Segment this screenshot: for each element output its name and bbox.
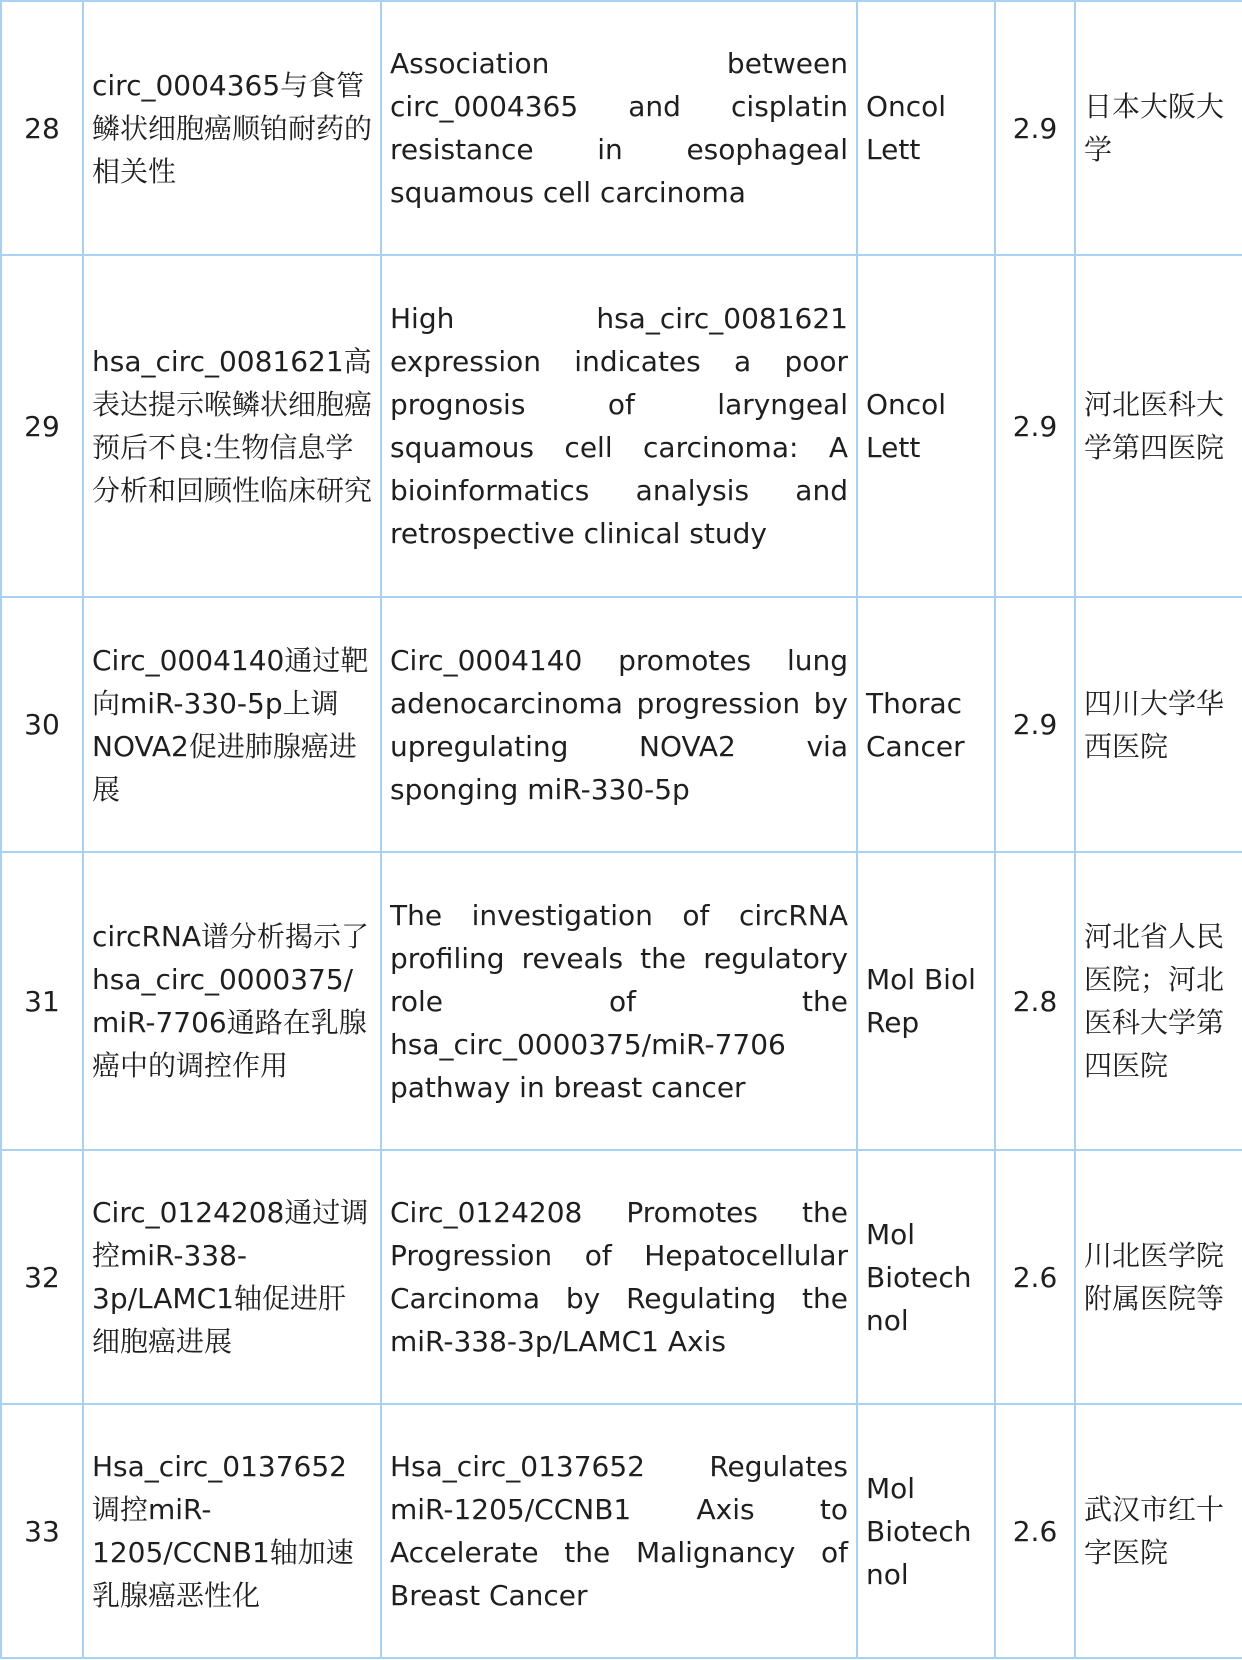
impact-factor-cell: 2.6 [995,1150,1075,1404]
english-title-cell: Circ_0004140 promotes lung adenocarcinoma progression by upregulating NOVA2 via sponging miR-330-5p [381,597,857,852]
journal-cell: Mol Biotechnol [857,1150,995,1404]
table-row [1,1404,1242,1658]
chinese-title-cell: Hsa_circ_0137652调控miR-1205/CCNB1轴加速乳腺癌恶性化 [83,1404,381,1658]
table-row [1,597,1242,852]
impact-factor-cell: 2.6 [995,1404,1075,1658]
journal-cell: Mol Biol Rep [857,852,995,1150]
english-title-cell: Circ_0124208 Promotes the Progression of Hepatocellular Carcinoma by Regulating the miR-338-3p/LAMC1 Axis [381,1150,857,1404]
institution-cell: 武汉市红十字医院 [1075,1404,1242,1658]
row-number-cell: 31 [1,852,83,1150]
row-number-cell: 29 [1,255,83,597]
journal-cell: Thorac Cancer [857,597,995,852]
chinese-title-cell: hsa_circ_0081621高表达提示喉鳞状细胞癌预后不良:生物信息学分析和回顾性临床研究 [83,255,381,597]
table-body [1,1,1242,1658]
chinese-title-cell: circRNA谱分析揭示了hsa_circ_0000375/miR-7706通路在乳腺癌中的调控作用 [83,852,381,1150]
impact-factor-cell: 2.9 [995,255,1075,597]
english-title-cell: Association between circ_0004365 and cisplatin resistance in esophageal squamous cell carcinoma [381,1,857,255]
journal-cell: Oncol Lett [857,255,995,597]
impact-factor-cell: 2.8 [995,852,1075,1150]
institution-cell: 河北省人民医院；河北医科大学第四医院 [1075,852,1242,1150]
chinese-title-cell: circ_0004365与食管鳞状细胞癌顺铂耐药的相关性 [83,1,381,255]
table-row [1,255,1242,597]
institution-cell: 四川大学华西医院 [1075,597,1242,852]
row-number-cell: 32 [1,1150,83,1404]
journal-cell: Oncol Lett [857,1,995,255]
table-row [1,1,1242,255]
row-number-cell: 28 [1,1,83,255]
chinese-title-cell: Circ_0004140通过靶向miR-330-5p上调NOVA2促进肺腺癌进展 [83,597,381,852]
english-title-cell: The investigation of circRNA profiling reveals the regulatory role of the hsa_circ_0000375/miR-7706 pathway in breast cancer [381,852,857,1150]
row-number-cell: 30 [1,597,83,852]
institution-cell: 日本大阪大学 [1075,1,1242,255]
impact-factor-cell: 2.9 [995,1,1075,255]
institution-cell: 川北医学院附属医院等 [1075,1150,1242,1404]
row-number-cell: 33 [1,1404,83,1658]
table-row [1,1150,1242,1404]
journal-cell: Mol Biotechnol [857,1404,995,1658]
chinese-title-cell: Circ_0124208通过调控miR-338-3p/LAMC1轴促进肝细胞癌进展 [83,1150,381,1404]
table-row [1,852,1242,1150]
english-title-cell: Hsa_circ_0137652 Regulates miR-1205/CCNB1 Axis to Accelerate the Malignancy of Breast Cancer [381,1404,857,1658]
institution-cell: 河北医科大学第四医院 [1075,255,1242,597]
impact-factor-cell: 2.9 [995,597,1075,852]
english-title-cell: High hsa_circ_0081621 expression indicates a poor prognosis of laryngeal squamous cell carcinoma: A bioinformatics analysis and retrospective clinical study [381,255,857,597]
